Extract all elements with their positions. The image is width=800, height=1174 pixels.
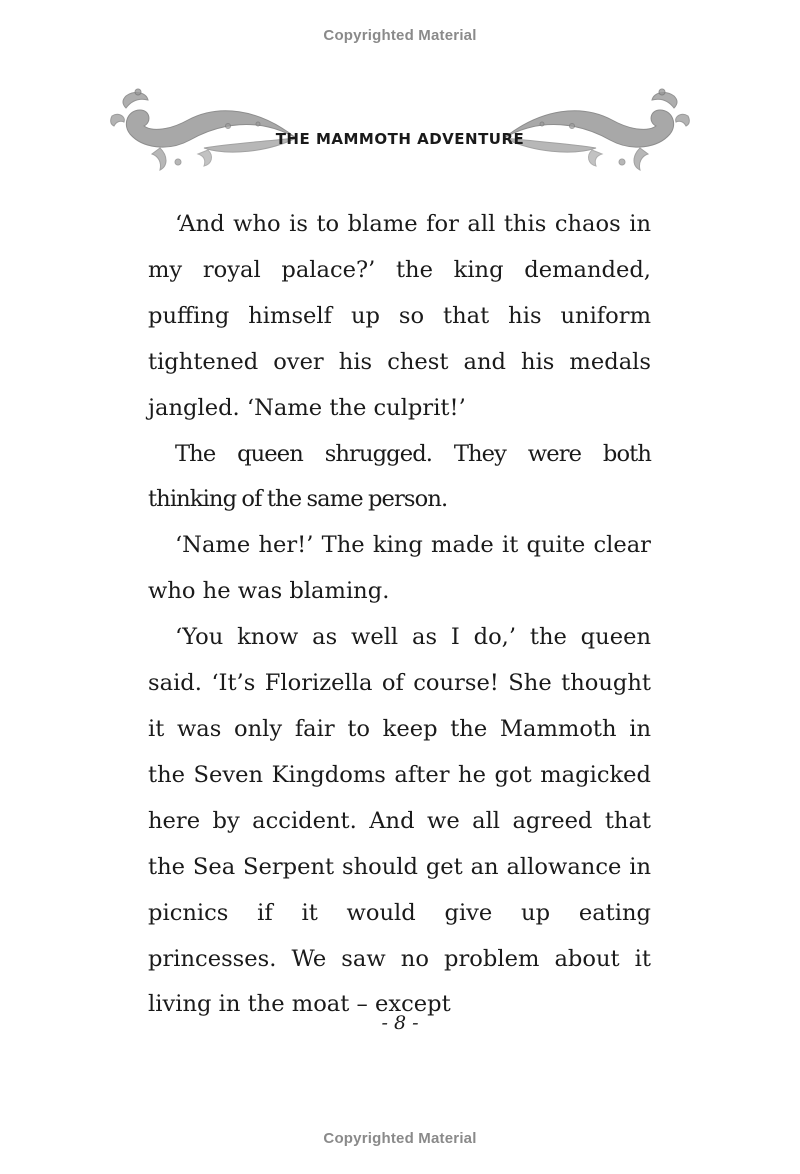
paragraph: ‘Name her!’ The king made it quite clear who he was blaming. (148, 532, 651, 605)
paragraph: The queen shrugged. They were both thinking of the same person. (148, 440, 651, 513)
copyright-watermark-top: Copyrighted Material (323, 27, 477, 44)
body-text (148, 202, 651, 1028)
paragraph: ‘And who is to blame for all this chaos in my royal palace?’ the king demanded, puffing himself up so that his uniform tightened over his chest and his medals jangled. ‘Name the culprit!’ (148, 211, 651, 421)
paragraph: ‘You know as well as I do,’ the queen said. ‘It’s Florizella of course! She thought it was only fair to keep the Mammoth in the Seven Kingdoms after he got magicked here by accident. And we all agreed that the Sea Serpent should get an allowance in picnics if it would give up eating princesses. We saw no problem about it living in the moat – except (148, 624, 651, 1018)
running-title: THE MAMMOTH ADVENTURE (275, 130, 525, 148)
copyright-watermark-bottom: Copyrighted Material (323, 1130, 477, 1147)
page-number: - 8 - (381, 1012, 419, 1034)
running-header (108, 86, 692, 178)
